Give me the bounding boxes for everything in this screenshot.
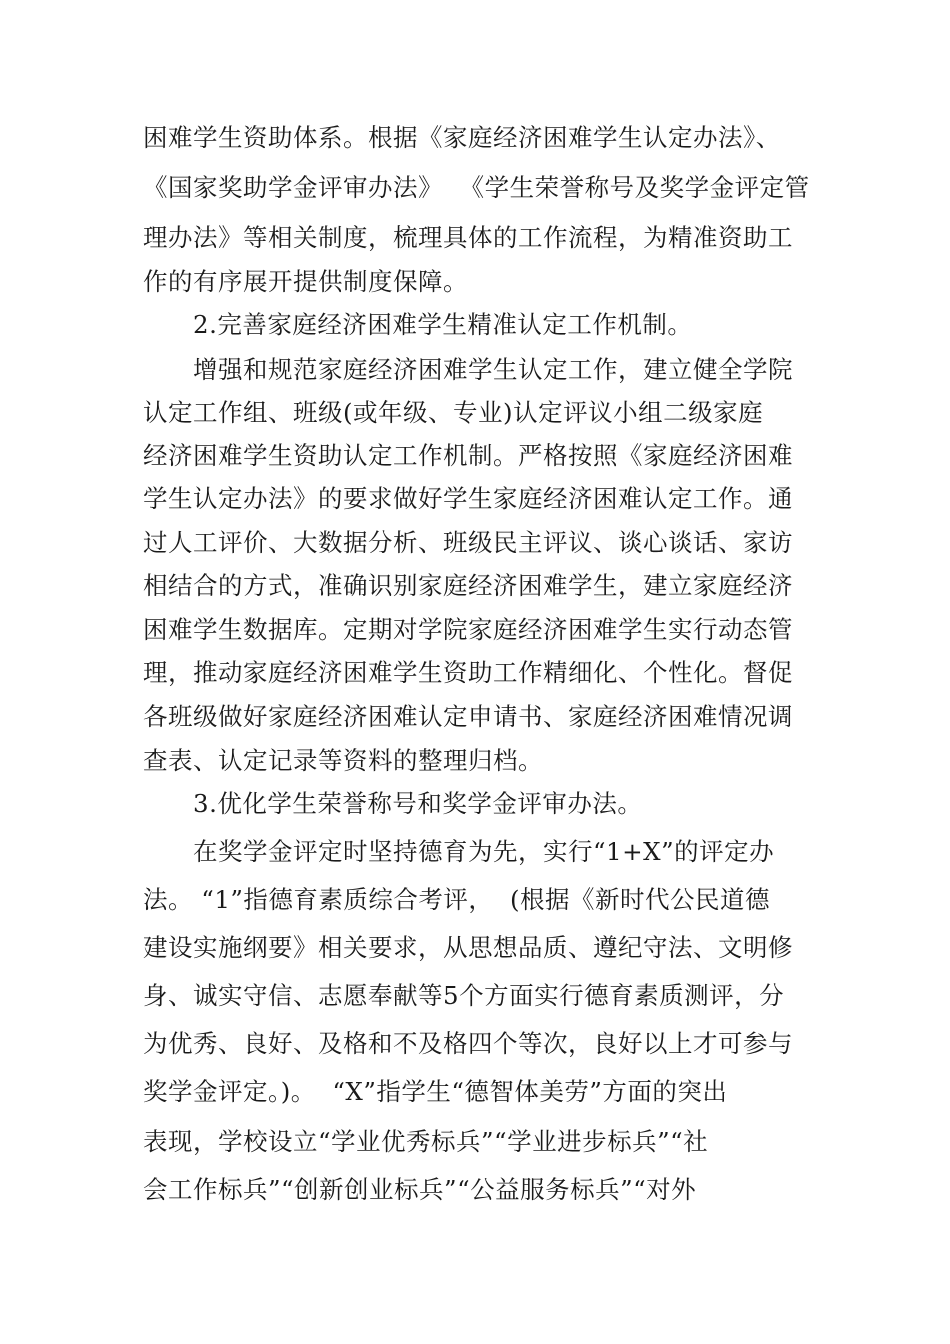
text-line: 增强和规范家庭经济困难学生认定工作，建立健全学院 bbox=[193, 355, 793, 384]
text-line: 身、诚实守信、志愿奉献等5个方面实行德育素质测评，分 bbox=[143, 981, 785, 1010]
text-line: 《国家奖助学金评审办法》 《学生荣誉称号及奖学金评定管 bbox=[143, 173, 810, 202]
text-line: 奖学金评定。)。 “X”指学生“德智体美劳”方面的突出 bbox=[143, 1077, 728, 1106]
text-line: 理办法》等相关制度，梳理具体的工作流程，为精准资助工 bbox=[143, 223, 793, 252]
text-line: 相结合的方式，准确识别家庭经济困难学生，建立家庭经济 bbox=[143, 571, 793, 600]
text-line: 理，推动家庭经济困难学生资助工作精细化、个性化。督促 bbox=[143, 658, 793, 687]
section-heading: 2.完善家庭经济困难学生精准认定工作机制。 bbox=[193, 310, 693, 339]
text-line: 作的有序展开提供制度保障。 bbox=[143, 267, 468, 296]
text-line: 经济困难学生资助认定工作机制。严格按照《家庭经济困难 bbox=[143, 441, 793, 470]
text-line: 表现，学校设立“学业优秀标兵”“学业进步标兵”“社 bbox=[143, 1127, 709, 1156]
text-line: 法。 “1”指德育素质综合考评， (根据《新时代公民道德 bbox=[143, 885, 771, 914]
text-line: 困难学生资助体系。根据《家庭经济困难学生认定办法》、 bbox=[143, 123, 781, 152]
text-line: 过人工评价、大数据分析、班级民主评议、谈心谈话、家访 bbox=[143, 528, 793, 557]
text-line: 建设实施纲要》相关要求，从思想品质、遵纪守法、文明修 bbox=[143, 933, 793, 962]
text-line: 为优秀、良好、及格和不及格四个等次，良好以上才可参与 bbox=[143, 1029, 793, 1058]
text-line: 在奖学金评定时坚持德育为先，实行“1+X”的评定办 bbox=[193, 837, 775, 866]
text-line: 各班级做好家庭经济困难认定申请书、家庭经济困难情况调 bbox=[143, 702, 793, 731]
text-line: 学生认定办法》的要求做好学生家庭经济困难认定工作。通 bbox=[143, 484, 793, 513]
text-line: 困难学生数据库。定期对学院家庭经济困难学生实行动态管 bbox=[143, 615, 793, 644]
text-line: 查表、认定记录等资料的整理归档。 bbox=[143, 746, 543, 775]
text-line: 认定工作组、班级(或年级、专业)认定评议小组二级家庭 bbox=[143, 398, 764, 427]
section-heading: 3.优化学生荣誉称号和奖学金评审办法。 bbox=[193, 789, 643, 818]
text-line: 会工作标兵”“创新创业标兵”“公益服务标兵”“对外 bbox=[143, 1175, 697, 1204]
